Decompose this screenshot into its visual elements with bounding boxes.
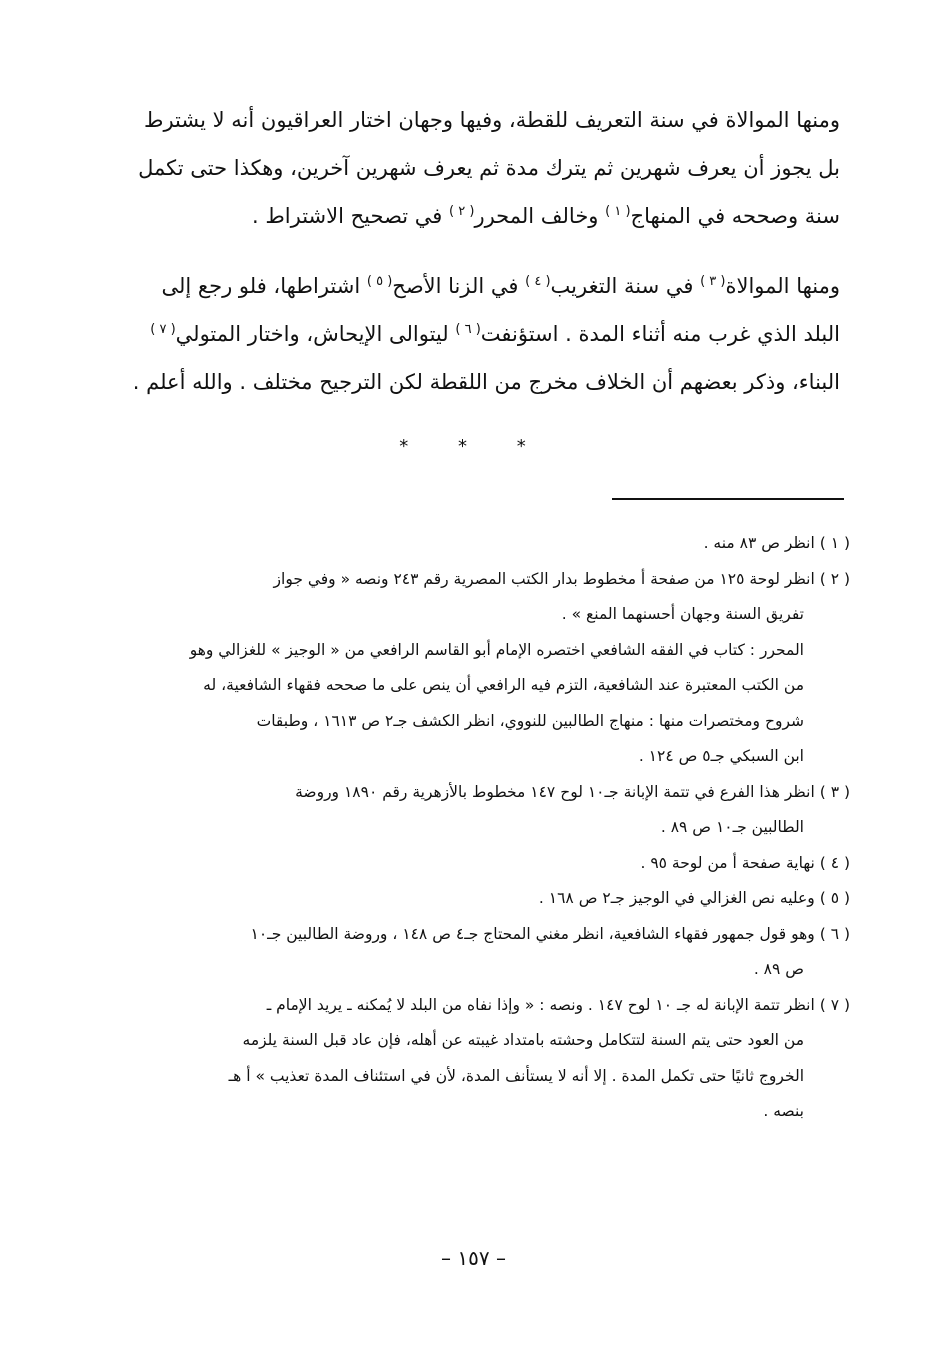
footnote-line: من العود حتى يتم السنة لتتكامل وحشته بامتداد غيبته عن أهله، فإن عاد قبل السنة يلزمه: [242, 1031, 804, 1049]
footnote-line: الطالبين جـ١٠ ص ٨٩ .: [660, 818, 804, 836]
footnote-ref: ( ٢ ): [449, 204, 475, 219]
footnote-line: ( ٥ ) وعليه نص الغزالي في الوجيز جـ٢ ص ١٦٨ .: [538, 889, 850, 907]
footnote-line: من الكتب المعتبرة عند الشافعية، التزم فيه الرافعي أن ينص على ما صححه فقهاء الشافعية، له: [203, 676, 804, 694]
footnote-line: الخروج ثانيًا حتى تكمل المدة . إلا أنه لا يستأنف المدة، لأن في استئناف المدة تعذيب » أ هـ: [228, 1066, 804, 1085]
footnote-line: بنصه .: [763, 1102, 804, 1120]
footnote-line: شروح ومختصرات منها : منهاج الطالبين للنووي، انظر الكشف جـ٢ ص ١٦١٣ ، وطبقات: [256, 711, 804, 730]
footnote-line: ( ٧ ) انظر تتمة الإبانة له جـ ١٠ لوح ١٤٧ . ونصه : « وإذا نفاه من البلد لا يُمكنه ـ يريد الإمام ـ: [266, 995, 850, 1014]
text-line: ومنها الموالاة في سنة التعريف للقطة، وفيها وجهان اختار العراقيون أنه لا يشترط: [144, 108, 840, 132]
footnote-line: المحرر : كتاب في الفقه الشافعي اختصره الإمام أبو القاسم الرافعي من « الوجيز » للغزالي وهو: [189, 640, 804, 659]
footnote-ref: ( ٥ ): [366, 274, 393, 289]
section-separator: * * *: [399, 436, 548, 457]
footnote-ref: ( ٦ ): [455, 322, 481, 337]
footnote-line: ( ١ ) انظر ص ٨٣ منه .: [703, 534, 850, 552]
footnote-ref: ( ١ ): [605, 204, 631, 219]
text-segment: وخالف المحرر: [474, 204, 606, 228]
text-segment: في تصحيح الاشتراط .: [252, 204, 450, 228]
footnote-line: تفريق السنة وجهان أحسنهما المنع » .: [561, 605, 804, 623]
footnote-line: ابن السبكي جـ٥ ص ١٢٤ .: [638, 747, 804, 765]
text-segment: في سنة التغريب: [550, 274, 701, 298]
text-line: بل يجوز أن يعرف شهرين ثم يترك مدة ثم يعرف شهرين آخرين، وهكذا حتى تكمل: [138, 156, 840, 180]
text-line: [108, 310, 840, 358]
text-line: البناء، وذكر بعضهم أن الخلاف مخرج من اللقطة لكن الترجيح مختلف . والله أعلم .: [132, 370, 840, 394]
paragraph-2: [108, 262, 840, 406]
footnote-ref: ( ٣ ): [700, 274, 726, 289]
footnote-ref: ( ٤ ): [525, 274, 551, 289]
footnote-line: ( ٤ ) نهاية صفحة أ من لوحة ٩٥ .: [640, 853, 850, 872]
text-segment: اشتراطها، فلو رجع إلى: [161, 274, 367, 298]
text-segment: في الزنا الأصح: [392, 274, 526, 298]
page-number: – ١٥٧ –: [441, 1246, 506, 1270]
text-segment: ليتوالى الإيحاش، واختار المتولي: [175, 322, 456, 346]
footnotes: [110, 526, 850, 1130]
footnote-ref: ( ٧ ): [150, 322, 176, 337]
footnote-line: ( ٦ ) وهو قول جمهور فقهاء الشافعية، انظر مغني المحتاج جـ٤ ص ١٤٨ ، وروضة الطالبين جـ١٠: [250, 924, 850, 943]
text-segment: ومنها الموالاة: [725, 274, 840, 298]
footnote-line: ص ٨٩ .: [753, 960, 804, 978]
text-segment: البلد الذي غرب منه أثناء المدة . استؤنفت: [480, 322, 840, 346]
paragraph-1: [108, 96, 840, 240]
text-line: [108, 262, 840, 310]
footnote-line: ( ٢ ) انظر لوحة ١٢٥ من صفحة أ مخطوط بدار الكتب المصرية رقم ٢٤٣ ونصه « وفي جواز: [273, 569, 850, 588]
text-segment: سنة وصححه في المنهاج: [630, 204, 840, 228]
text-line: [108, 192, 840, 240]
footnote-divider: [612, 498, 844, 500]
footnote-line: ( ٣ ) انظر هذا الفرع في تتمة الإبانة جـ١٠ لوح ١٤٧ مخطوط بالأزهرية رقم ١٨٩٠ وروضة: [295, 782, 850, 801]
